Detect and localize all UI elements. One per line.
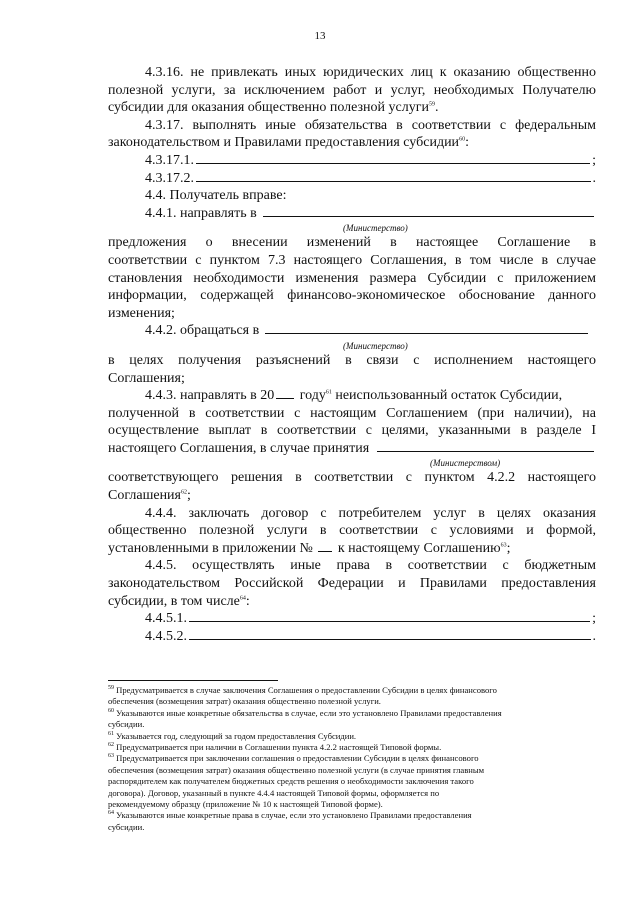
paragraph-4-4-4: 4.4.4. заключать договор с потребителем услуг в целях оказания bbox=[145, 505, 596, 521]
blank-field[interactable] bbox=[189, 610, 590, 622]
footnotes bbox=[108, 685, 596, 833]
paragraph-4-4-1-line: предложения о внесении изменений в настоящее Соглашение в bbox=[108, 235, 596, 251]
footnote-ref: 61 bbox=[325, 389, 332, 396]
paragraph-4-4-1-line: соответствии с пунктом 7.3 настоящего Соглашения, в том числе в случае bbox=[108, 252, 596, 268]
paragraph-4-4: 4.4. Получатель вправе: bbox=[145, 188, 287, 204]
footnote-ref: 59 bbox=[428, 101, 435, 108]
footnote-line: рекомендуемому образцу (приложение № 10 к настоящей Типовой форме). bbox=[108, 798, 383, 809]
item-4-3-17-1: 4.3.17.1. ; bbox=[145, 152, 596, 168]
footnote-divider bbox=[108, 680, 278, 681]
paragraph-4-4-2-line: в целях получения разъяснений в связи с исполнением настоящего bbox=[108, 352, 596, 368]
paragraph-4-4-2: 4.4.2. обращаться в bbox=[108, 322, 596, 340]
item-4-4-5-1: 4.4.5.1. ; bbox=[145, 611, 596, 627]
paragraph-4-3-16-line: полезной услуги, за исключением работ и услуг, необходимых Получателю bbox=[108, 82, 596, 98]
footnote-59: $^{59}$ Предусматривается в случае заключения Соглашения о предоставлении Субсидии в целях финансового bbox=[108, 685, 497, 695]
footnote-ref: 63 bbox=[500, 542, 507, 549]
paragraph-4-4-4-line: общественно полезной услуги в соответствии с условиями и формой, bbox=[108, 523, 596, 539]
footnote-line: субсидии. bbox=[108, 719, 145, 730]
paragraph-4-3-16: 4.3.16. не привлекать иных юридических лиц к оказанию общественно bbox=[145, 65, 596, 80]
paragraph-4-3-17: 4.3.17. выполнять иные обязательства в соответствии с федеральным bbox=[145, 117, 596, 133]
paragraph-4-4-3-line: осуществление выплат в соответствии с целями, указанными в разделе I bbox=[108, 423, 596, 439]
field-caption: (Министерство) bbox=[343, 340, 408, 351]
paragraph-4-4-3-line: соответствующего решения в соответствии с пунктом 4.2.2 настоящего bbox=[108, 470, 596, 486]
footnote-line: договора). Договор, указанный в пункте 4.4.4 настоящей Типовой формы, оформляется по bbox=[108, 787, 440, 798]
footnote-64: $^{64}$ Указываются иные конкретные права в случае, если это установлено Правилами предоставления bbox=[108, 810, 472, 821]
field-caption: (Министерство) bbox=[343, 223, 408, 234]
paragraph-4-4-3: 4.4.3. направлять в 20 году$^{61}$ неиспользованный остаток Субсидии, bbox=[145, 388, 563, 404]
field-caption: (Министерством) bbox=[430, 458, 501, 469]
paragraph-4-4-1-line: изменения; bbox=[108, 305, 175, 321]
footnote-61: $^{61}$ Указывается год, следующий за годом предоставления Субсидии. bbox=[108, 730, 357, 741]
footnote-ref: 62 bbox=[181, 489, 187, 496]
footnote-line: обеспечения (возмещения затрат) оказания общественно полезной услуги. bbox=[108, 696, 381, 707]
number-blank[interactable] bbox=[318, 540, 332, 552]
paragraph-4-4-5-line: субсидии, в том числе$^{64}$: bbox=[108, 593, 250, 609]
paragraph-4-4-5: 4.4.5. осуществлять иные права в соответствии с бюджетным bbox=[145, 558, 596, 574]
blank-field[interactable] bbox=[196, 170, 591, 182]
footnote-ref: 64 bbox=[239, 594, 246, 601]
footnote-63: $^{63}$ Предусматривается при заключении соглашения о предоставлении Субсидии в целях финансового bbox=[108, 753, 479, 764]
paragraph-4-4-3-line: настоящего Соглашения, в случае принятия bbox=[108, 440, 596, 458]
blank-field[interactable] bbox=[196, 152, 590, 164]
paragraph-4-4-5-line: законодательством Российской Федерации и Правилами предоставления bbox=[108, 576, 596, 592]
paragraph-4-4-2-line: Соглашения; bbox=[108, 370, 185, 386]
footnote-ref: 60 bbox=[459, 136, 466, 143]
footnote-62: $^{62}$ Предусматривается при наличии в Соглашении пункта 4.2.2 настоящей Типовой формы. bbox=[108, 741, 442, 752]
paragraph-4-4-1-line: становления необходимости изменения размера Субсидии с приложением bbox=[108, 270, 596, 286]
paragraph-4-4-1-line: информации, содержащей финансово-экономическое обоснование данного bbox=[108, 288, 596, 304]
paragraph-4-3-17-line: законодательством и Правилами предоставления субсидии$^{60}$: bbox=[108, 135, 469, 151]
footnote-line: субсидии. bbox=[108, 821, 145, 832]
blank-field[interactable] bbox=[263, 205, 594, 217]
document-body bbox=[108, 64, 596, 645]
blank-field[interactable] bbox=[377, 440, 594, 452]
footnote-line: обеспечения (возмещения затрат) оказания общественно полезной услуги (в случае принятия главным bbox=[108, 764, 485, 775]
paragraph-4-4-1: 4.4.1. направлять в bbox=[108, 205, 596, 223]
footnote-line: распорядителем как получателем бюджетных средств решения о необходимости заключения такого bbox=[108, 776, 474, 787]
blank-field[interactable] bbox=[265, 322, 588, 334]
paragraph-4-4-4-line: установленными в приложении № к настоящему Соглашению$^{63}$; bbox=[108, 540, 511, 556]
footnote-60: $^{60}$ Указываются иные конкретные обязательства в случае, если это установлено Правилами предоставления bbox=[108, 707, 502, 718]
item-4-3-17-2: 4.3.17.2. . bbox=[145, 170, 596, 186]
blank-field[interactable] bbox=[189, 628, 591, 640]
page-number: 13 bbox=[314, 30, 326, 42]
year-blank[interactable] bbox=[276, 387, 294, 399]
paragraph-4-3-16-line: субсидии для оказания общественно полезной услуги$^{59}$. bbox=[108, 100, 439, 116]
paragraph-4-4-3-line: Соглашения$^{62}$; bbox=[108, 488, 191, 504]
item-4-4-5-2: 4.4.5.2. . bbox=[145, 628, 596, 644]
paragraph-4-4-3-line: полученной в соответствии с настоящим Соглашением (при наличии), на bbox=[108, 405, 596, 421]
